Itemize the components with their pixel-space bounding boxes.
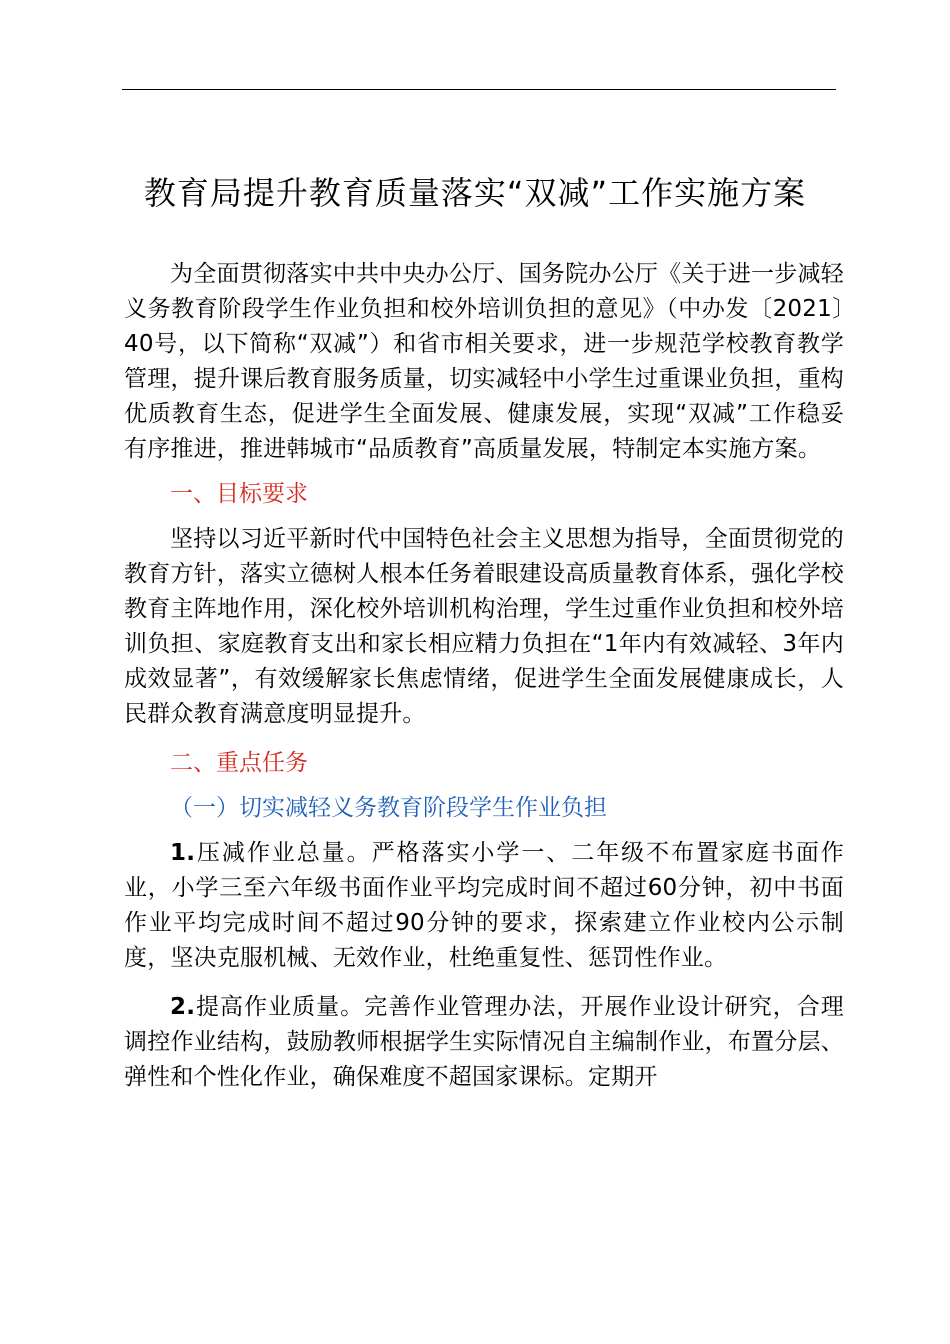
task-item-2-text: 提高作业质量。完善作业管理办法，开展作业设计研究，合理调控作业结构，鼓励教师根据学生实际情况自主编制作业，布置分层、弹性和个性化作业，确保难度不超国家课标。定期开 <box>124 994 844 1090</box>
document-body <box>124 257 844 1095</box>
task-item-2-number: 2. <box>170 994 196 1020</box>
task-item-1 <box>124 836 844 976</box>
goals-paragraph: 坚持以习近平新时代中国特色社会主义思想为指导，全面贯彻党的教育方针，落实立德树人根本任务着眼建设高质量教育体系，强化学校教育主阵地作用，深化校外培训机构治理，学生过重作业负担和校外培训负担、家庭教育支出和家长相应精力负担在“1年内有效减轻、3年内成效显著”，有效缓解家长焦虑情绪，促进学生全面发展健康成长，人民群众教育满意度明显提升。 <box>124 526 844 727</box>
subsection-heading-homework: （一）切实减轻义务教育阶段学生作业负担 <box>170 795 607 821</box>
document-title: 教育局提升教育质量落实“双减”工作实施方案 <box>143 174 807 212</box>
header-rule <box>122 89 836 90</box>
task-item-1-number: 1. <box>170 840 196 866</box>
task-item-1-text: 压减作业总量。严格落实小学一、二年级不布置家庭书面作业，小学三至六年级书面作业平均完成时间不超过60分钟，初中书面作业平均完成时间不超过90分钟的要求，探索建立作业校内公示制度，坚决克服机械、无效作业，杜绝重复性、惩罚性作业。 <box>124 840 844 971</box>
intro-paragraph: 为全面贯彻落实中共中央办公厅、国务院办公厅《关于进一步减轻义务教育阶段学生作业负担和校外培训负担的意见》（中办发〔2021〕40号，以下简称“双减”）和省市相关要求，进一步规范学校教育教学管理，提升课后教育服务质量，切实减轻中小学生过重课业负担，重构优质教育生态，促进学生全面发展、健康发展，实现“双减”工作稳妥有序推进，推进韩城市“品质教育”高质量发展，特制定本实施方案。 <box>124 261 844 462</box>
section-heading-tasks: 二、重点任务 <box>170 750 308 776</box>
task-item-2 <box>124 990 844 1095</box>
section-heading-goals: 一、目标要求 <box>170 481 308 507</box>
